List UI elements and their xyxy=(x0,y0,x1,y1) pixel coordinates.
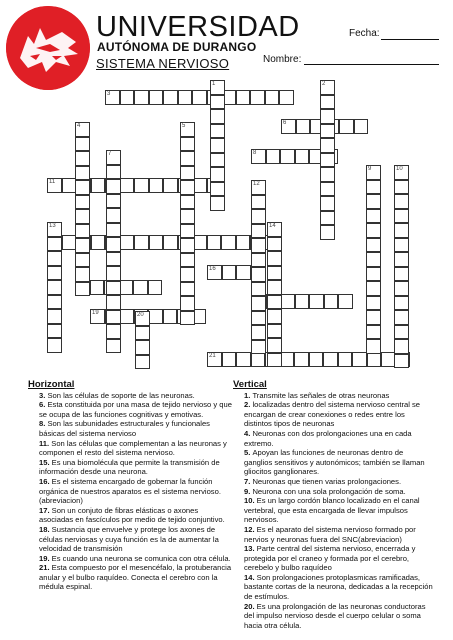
crossword-cell-1d[interactable] xyxy=(210,124,225,139)
vertical-clue-13 xyxy=(233,544,433,573)
crossword-cell-12d[interactable] xyxy=(251,224,266,239)
nombre-label: Nombre: xyxy=(263,54,302,65)
horizontal-heading: Horizontal xyxy=(28,379,75,390)
crossword-cell-12d[interactable] xyxy=(251,267,266,282)
clue-number: 13 xyxy=(49,223,56,229)
crossword-cell-16a[interactable] xyxy=(236,265,251,280)
crossword-cell-20d[interactable] xyxy=(135,311,150,326)
crossword-cell-5d[interactable] xyxy=(180,209,195,224)
vertical-clues xyxy=(233,380,433,630)
clue-number: 5 xyxy=(182,123,186,129)
crossword-cell-2d[interactable] xyxy=(320,138,335,153)
clue-number: 19 xyxy=(92,310,99,316)
clue-number: 10. xyxy=(244,496,257,506)
crossword-cell-7d[interactable] xyxy=(106,281,121,296)
crossword-cell-17a[interactable] xyxy=(119,280,134,295)
crossword-cell-12d[interactable] xyxy=(251,209,266,224)
horizontal-clue-21 xyxy=(28,563,233,592)
crossword-cell-10d[interactable] xyxy=(394,296,409,311)
crossword-cell-17a[interactable] xyxy=(90,280,105,295)
crossword-cell-5d[interactable] xyxy=(180,122,195,137)
crossword-cell-9d[interactable] xyxy=(366,296,381,311)
horizontal-clue-16 xyxy=(28,477,233,506)
crossword-cell-4d[interactable] xyxy=(75,151,90,166)
clue-number: 20 xyxy=(137,312,144,318)
crossword-cell-1d[interactable] xyxy=(210,138,225,153)
clue-number: 7. xyxy=(244,476,253,486)
crossword-cell-13d[interactable] xyxy=(47,222,62,237)
crossword-cell-7d[interactable] xyxy=(106,194,121,209)
crossword-cell-14d[interactable] xyxy=(267,295,282,310)
crossword-cell-14d[interactable] xyxy=(267,353,282,368)
crossword-cell-5d[interactable] xyxy=(180,282,195,297)
crossword-cell-15a[interactable] xyxy=(236,235,251,250)
crossword-cell-2d[interactable] xyxy=(320,95,335,110)
crossword-cell-14d[interactable] xyxy=(267,309,282,324)
clue-text: Apoyan las funciones de neuronas dentro de ganglios sensitivos y autonómicos; también se llaman gliocitos ganglionares. xyxy=(244,448,425,477)
crossword-cell-18a[interactable] xyxy=(309,294,324,309)
crossword-cell-13d[interactable] xyxy=(47,295,62,310)
clue-number: 21. xyxy=(39,563,52,573)
crossword-cell-10d[interactable] xyxy=(394,325,409,340)
crossword-cell-3a[interactable] xyxy=(163,90,178,105)
clue-number: 13. xyxy=(244,544,257,554)
crossword-cell-9d[interactable] xyxy=(366,339,381,354)
crossword-cell-10d[interactable] xyxy=(394,252,409,267)
clue-number: 8. xyxy=(39,419,48,429)
vertical-clue-5 xyxy=(233,448,433,477)
crossword-cell-2d[interactable] xyxy=(320,182,335,197)
crossword-cell-1d[interactable] xyxy=(210,196,225,211)
crossword-cell-11a[interactable] xyxy=(62,178,77,193)
crossword-cell-21a[interactable] xyxy=(207,352,222,367)
crossword-cell-20d[interactable] xyxy=(135,355,150,370)
crossword-cell-1d[interactable] xyxy=(210,167,225,182)
clue-number: 14 xyxy=(269,223,276,229)
crossword-cell-3a[interactable] xyxy=(279,90,294,105)
crossword-cell-2d[interactable] xyxy=(320,211,335,226)
clue-number: 9 xyxy=(368,166,372,172)
clue-text: Es una prolongación de las neuronas conductoras del impulso nervioso desde el cuerpo celular o soma hacia otra célula. xyxy=(244,601,426,630)
crossword-cell-18a[interactable] xyxy=(295,294,310,309)
crossword-cell-5d[interactable] xyxy=(180,253,195,268)
crossword-cell-9d[interactable] xyxy=(366,165,381,180)
crossword-cell-19a[interactable] xyxy=(90,309,105,324)
clue-number: 6 xyxy=(283,120,287,126)
crossword-cell-17a[interactable] xyxy=(148,280,163,295)
vertical-clue-9 xyxy=(233,487,433,497)
crossword-cell-6a[interactable] xyxy=(281,119,296,134)
crossword-cell-20d[interactable] xyxy=(135,326,150,341)
crossword-cell-9d[interactable] xyxy=(366,194,381,209)
crossword-cell-13d[interactable] xyxy=(47,251,62,266)
crossword-cell-15a[interactable] xyxy=(221,235,236,250)
clue-number: 21 xyxy=(209,353,216,359)
crossword-cell-8a[interactable] xyxy=(295,149,310,164)
clue-number: 7 xyxy=(108,151,112,157)
crossword-cell-19a[interactable] xyxy=(148,309,163,324)
crossword-cell-9d[interactable] xyxy=(366,310,381,325)
crossword-cell-14d[interactable] xyxy=(267,251,282,266)
university-name: UNIVERSIDAD xyxy=(96,11,300,43)
clue-text: Son las subunidades estructurales y funcionales básicas del sistema nervioso xyxy=(39,419,210,438)
crossword-cell-4d[interactable] xyxy=(75,267,90,282)
clue-number: 4 xyxy=(77,123,81,129)
crossword-cell-3a[interactable] xyxy=(120,90,135,105)
crossword-cell-17a[interactable] xyxy=(133,280,148,295)
crossword-cell-11a[interactable] xyxy=(91,178,106,193)
horizontal-clue-3 xyxy=(28,391,233,401)
crossword-cell-5d[interactable] xyxy=(180,238,195,253)
crossword-cell-15a[interactable] xyxy=(91,235,106,250)
crossword-cell-11a[interactable] xyxy=(149,178,164,193)
crossword-cell-12d[interactable] xyxy=(251,340,266,355)
crossword-cell-5d[interactable] xyxy=(180,195,195,210)
clue-number: 19. xyxy=(39,553,52,563)
horizontal-clues xyxy=(28,380,233,592)
clue-number: 10 xyxy=(396,166,403,172)
clue-number: 12. xyxy=(244,524,257,534)
crossword-cell-5d[interactable] xyxy=(180,180,195,195)
crossword-cell-16a[interactable] xyxy=(207,265,222,280)
horizontal-clue-19 xyxy=(28,554,233,564)
crossword-cell-8a[interactable] xyxy=(251,149,266,164)
crossword-cell-4d[interactable] xyxy=(75,238,90,253)
crossword-cell-13d[interactable] xyxy=(47,266,62,281)
crossword-cell-4d[interactable] xyxy=(75,195,90,210)
crossword-cell-4d[interactable] xyxy=(75,253,90,268)
vertical-clue-20 xyxy=(233,602,433,631)
crossword-cell-12d[interactable] xyxy=(251,311,266,326)
crossword-cell-21a[interactable] xyxy=(352,352,367,367)
crossword-cell-14d[interactable] xyxy=(267,324,282,339)
clue-number: 12 xyxy=(253,181,260,187)
crossword-cell-10d[interactable] xyxy=(394,223,409,238)
crossword-cell-13d[interactable] xyxy=(47,280,62,295)
crossword-cell-14d[interactable] xyxy=(267,338,282,353)
crossword-cell-11a[interactable] xyxy=(120,178,135,193)
clue-number: 9. xyxy=(244,486,253,496)
crossword-cell-10d[interactable] xyxy=(394,209,409,224)
crossword-cell-12d[interactable] xyxy=(251,253,266,268)
clue-number: 20. xyxy=(244,601,257,611)
crossword-cell-1d[interactable] xyxy=(210,182,225,197)
clue-text: Son un conjuto de fibras elásticas o axones asociadas en fascículos por medio de tejido conjuntivo. xyxy=(39,505,225,525)
crossword-cell-4d[interactable] xyxy=(75,209,90,224)
crossword-cell-7d[interactable] xyxy=(106,295,121,310)
vertical-clue-7 xyxy=(233,477,433,487)
clue-number: 3 xyxy=(107,91,111,97)
crossword-cell-15a[interactable] xyxy=(62,235,77,250)
crossword-cell-9d[interactable] xyxy=(366,325,381,340)
crossword-cell-3a[interactable] xyxy=(250,90,265,105)
clue-number: 4. xyxy=(244,428,253,438)
crossword-cell-10d[interactable] xyxy=(394,238,409,253)
crossword-cell-7d[interactable] xyxy=(106,165,121,180)
crossword-cell-7d[interactable] xyxy=(106,310,121,325)
horizontal-clue-11 xyxy=(28,439,233,458)
crossword-cell-1d[interactable] xyxy=(210,80,225,95)
crossword-cell-10d[interactable] xyxy=(394,267,409,282)
crossword-cell-19a[interactable] xyxy=(119,309,134,324)
clue-number: 16. xyxy=(39,476,52,486)
crossword-cell-2d[interactable] xyxy=(320,124,335,139)
clue-text: Parte central del sistema nervioso, encerrada y protegida por el craneo y formada por el cerebro, cerebelo y bulbo raquídeo xyxy=(244,544,416,573)
crossword-cell-3a[interactable] xyxy=(134,90,149,105)
crossword-cell-14d[interactable] xyxy=(267,237,282,252)
crossword-cell-21a[interactable] xyxy=(236,352,251,367)
crossword-cell-2d[interactable] xyxy=(320,196,335,211)
crossword-cell-15a[interactable] xyxy=(149,235,164,250)
crossword-cell-8a[interactable] xyxy=(280,149,295,164)
crossword-cell-7d[interactable] xyxy=(106,339,121,354)
crossword-cell-7d[interactable] xyxy=(106,237,121,252)
clue-text: Sustancia que envuelve y protege los axones de células nerviosas y cuya función es la de aumentar la velocidad de transmisión xyxy=(39,524,219,554)
crossword-cell-9d[interactable] xyxy=(366,209,381,224)
crossword-cell-9d[interactable] xyxy=(366,223,381,238)
crossword-cell-8a[interactable] xyxy=(266,149,281,164)
crossword-cell-21a[interactable] xyxy=(309,352,324,367)
crossword-cell-3a[interactable] xyxy=(149,90,164,105)
crossword-cell-4d[interactable] xyxy=(75,180,90,195)
clue-text: Es el aparato del sistema nervioso formado por nervios y neuronas fuera del SNC(abreviacion) xyxy=(244,524,416,544)
crossword-cell-2d[interactable] xyxy=(320,109,335,124)
clue-number: 2. xyxy=(244,400,253,410)
crossword-cell-9d[interactable] xyxy=(366,252,381,267)
clue-number: 1. xyxy=(244,390,253,400)
crossword-cell-1d[interactable] xyxy=(210,109,225,124)
crossword-cell-12d[interactable] xyxy=(251,180,266,195)
crossword-cell-15a[interactable] xyxy=(120,235,135,250)
university-subtitle: AUTÓNOMA DE DURANGO xyxy=(97,40,257,54)
clue-text: Son las células que complementan a las neuronas y componen el resto del sistema nervioso. xyxy=(39,438,227,458)
crossword-cell-2d[interactable] xyxy=(320,167,335,182)
clue-text: Es un largo cordón blanco localizado en el canal vertebral, que esta encargada de llevar impulsos nerviosos. xyxy=(244,496,420,525)
clue-number: 6. xyxy=(39,400,48,410)
crossword-cell-18a[interactable] xyxy=(338,294,353,309)
horizontal-clue-15 xyxy=(28,458,233,477)
crossword-cell-7d[interactable] xyxy=(106,266,121,281)
crossword-cell-19a[interactable] xyxy=(163,309,178,324)
crossword-cell-14d[interactable] xyxy=(267,266,282,281)
crossword-cell-20d[interactable] xyxy=(135,340,150,355)
clue-number: 5. xyxy=(244,448,253,458)
crossword-cell-13d[interactable] xyxy=(47,324,62,339)
clue-text: Es cuando una neurona se comunica con otra célula. xyxy=(51,553,231,563)
vertical-heading: Vertical xyxy=(233,379,267,390)
crossword-cell-10d[interactable] xyxy=(394,310,409,325)
crossword-cell-21a[interactable] xyxy=(367,352,382,367)
crossword-cell-7d[interactable] xyxy=(106,208,121,223)
crossword-cell-4d[interactable] xyxy=(75,224,90,239)
clue-number: 16 xyxy=(209,266,216,272)
crossword-cell-6a[interactable] xyxy=(354,119,369,134)
clue-number: 14. xyxy=(244,572,257,582)
crossword-cell-15a[interactable] xyxy=(134,235,149,250)
vertical-clue-1 xyxy=(233,391,433,401)
worksheet-topic: SISTEMA NERVIOSO xyxy=(96,56,230,71)
clue-number: 17. xyxy=(39,505,52,515)
crossword-cell-5d[interactable] xyxy=(180,151,195,166)
crossword-cell-13d[interactable] xyxy=(47,338,62,353)
crossword-cell-1d[interactable] xyxy=(210,95,225,110)
clue-number: 8 xyxy=(253,150,257,156)
crossword-cell-5d[interactable] xyxy=(180,267,195,282)
crossword-cell-11a[interactable] xyxy=(47,178,62,193)
crossword-cell-13d[interactable] xyxy=(47,237,62,252)
crossword-cell-18a[interactable] xyxy=(280,294,295,309)
crossword-cell-11a[interactable] xyxy=(163,178,178,193)
crossword-cell-14d[interactable] xyxy=(267,280,282,295)
clue-text: Neurona con una sola prolongación de soma. xyxy=(252,486,406,496)
crossword-cell-5d[interactable] xyxy=(180,311,195,326)
crossword-cell-3a[interactable] xyxy=(236,90,251,105)
crossword-cell-21a[interactable] xyxy=(338,352,353,367)
crossword-cell-12d[interactable] xyxy=(251,195,266,210)
crossword-cell-15a[interactable] xyxy=(163,235,178,250)
clue-number: 2 xyxy=(322,81,326,87)
clue-text: Son prolongaciones protoplasmicas ramificadas, bastante cortas de la neurona, dedicadas a la recepción de estímulos. xyxy=(244,572,433,602)
clue-number: 18. xyxy=(39,524,52,534)
horizontal-clue-6 xyxy=(28,400,233,419)
horizontal-clue-8 xyxy=(28,419,233,438)
crossword-cell-4d[interactable] xyxy=(75,137,90,152)
horizontal-clue-17 xyxy=(28,506,233,525)
crossword-cell-1d[interactable] xyxy=(210,153,225,168)
crossword-cell-6a[interactable] xyxy=(339,119,354,134)
crossword-cell-9d[interactable] xyxy=(366,281,381,296)
crossword-cell-18a[interactable] xyxy=(324,294,339,309)
crossword-cell-7d[interactable] xyxy=(106,150,121,165)
crossword-cell-21a[interactable] xyxy=(294,352,309,367)
clue-text: Neuronas con dos prolongaciones una en cada extremo. xyxy=(244,428,412,448)
crossword-cell-4d[interactable] xyxy=(75,166,90,181)
crossword-cell-7d[interactable] xyxy=(106,179,121,194)
fecha-label: Fecha: xyxy=(349,28,380,39)
vertical-clue-4 xyxy=(233,429,433,448)
clue-text: Es una biomolécula que permite la transmisión de información desde una neurona. xyxy=(39,457,220,477)
clue-text: Son las células de soporte de las neuronas. xyxy=(47,390,195,400)
crossword-cell-10d[interactable] xyxy=(394,281,409,296)
crossword-cell-7d[interactable] xyxy=(106,223,121,238)
vertical-clue-10 xyxy=(233,496,433,525)
crossword-cell-15a[interactable] xyxy=(207,235,222,250)
crossword-cell-5d[interactable] xyxy=(180,137,195,152)
crossword-cell-12d[interactable] xyxy=(251,325,266,340)
crossword-cell-10d[interactable] xyxy=(394,354,409,369)
clue-text: Esta compuesto por el mesencéfalo, la protuberancia anular y el bulbo raquídeo. Conecta el cerebro con la médula espinal. xyxy=(39,563,232,592)
clue-number: 11. xyxy=(39,438,52,448)
crossword-cell-12d[interactable] xyxy=(251,296,266,311)
crossword-cell-9d[interactable] xyxy=(366,180,381,195)
crossword-cell-3a[interactable] xyxy=(178,90,193,105)
crossword-cell-21a[interactable] xyxy=(323,352,338,367)
crossword-cell-3a[interactable] xyxy=(192,90,207,105)
clue-text: Neuronas que tienen varias prolongaciones. xyxy=(252,476,402,486)
crossword-cell-13d[interactable] xyxy=(47,309,62,324)
crossword-cell-12d[interactable] xyxy=(251,282,266,297)
clue-text: localizadas dentro del sistema nervioso central se encargan de crear conexiones o redes entre los distintos tipos de neuronas xyxy=(244,400,421,429)
clue-text: Es el sistema encargado de gobernar la función orgánica de nuestros aparatos es el sistema nervioso.(abreviacion) xyxy=(39,476,221,506)
crossword-cell-11a[interactable] xyxy=(134,178,149,193)
vertical-clue-2 xyxy=(233,400,433,429)
crossword-cell-10d[interactable] xyxy=(394,180,409,195)
horizontal-clue-18 xyxy=(28,525,233,554)
crossword-cell-5d[interactable] xyxy=(180,166,195,181)
crossword-cell-10d[interactable] xyxy=(394,194,409,209)
clue-number: 3. xyxy=(39,390,48,400)
crossword-cell-5d[interactable] xyxy=(180,224,195,239)
crossword-cell-5d[interactable] xyxy=(180,296,195,311)
crossword-cell-21a[interactable] xyxy=(222,352,237,367)
crossword-cell-9d[interactable] xyxy=(366,238,381,253)
crossword-cell-4d[interactable] xyxy=(75,122,90,137)
crossword-cell-21a[interactable] xyxy=(280,352,295,367)
crossword-cell-2d[interactable] xyxy=(320,153,335,168)
clue-text: Esta constituida por una masa de tejido nervioso y que se ocupa de las funciones cognitivas y emotivas. xyxy=(39,400,232,419)
clue-number: 15. xyxy=(39,457,52,467)
crossword-cell-10d[interactable] xyxy=(394,165,409,180)
crossword-cell-4d[interactable] xyxy=(75,282,90,297)
crossword-cell-2d[interactable] xyxy=(320,80,335,95)
crossword-cell-9d[interactable] xyxy=(366,267,381,282)
vertical-clue-12 xyxy=(233,525,433,544)
crossword-cell-21a[interactable] xyxy=(251,352,266,367)
crossword-cell-3a[interactable] xyxy=(265,90,280,105)
crossword-cell-7d[interactable] xyxy=(106,324,121,339)
crossword-cell-3a[interactable] xyxy=(105,90,120,105)
crossword-cell-14d[interactable] xyxy=(267,222,282,237)
crossword-cell-6a[interactable] xyxy=(296,119,311,134)
crossword-cell-12d[interactable] xyxy=(251,238,266,253)
vertical-clue-14 xyxy=(233,573,433,602)
crossword-cell-7d[interactable] xyxy=(106,252,121,267)
crossword-cell-2d[interactable] xyxy=(320,225,335,240)
crossword-cell-16a[interactable] xyxy=(222,265,237,280)
crossword-cell-10d[interactable] xyxy=(394,339,409,354)
clue-text: Transmite las señales de otras neuronas xyxy=(252,390,390,400)
clue-number: 11 xyxy=(49,179,56,185)
clue-number: 1 xyxy=(212,81,216,87)
